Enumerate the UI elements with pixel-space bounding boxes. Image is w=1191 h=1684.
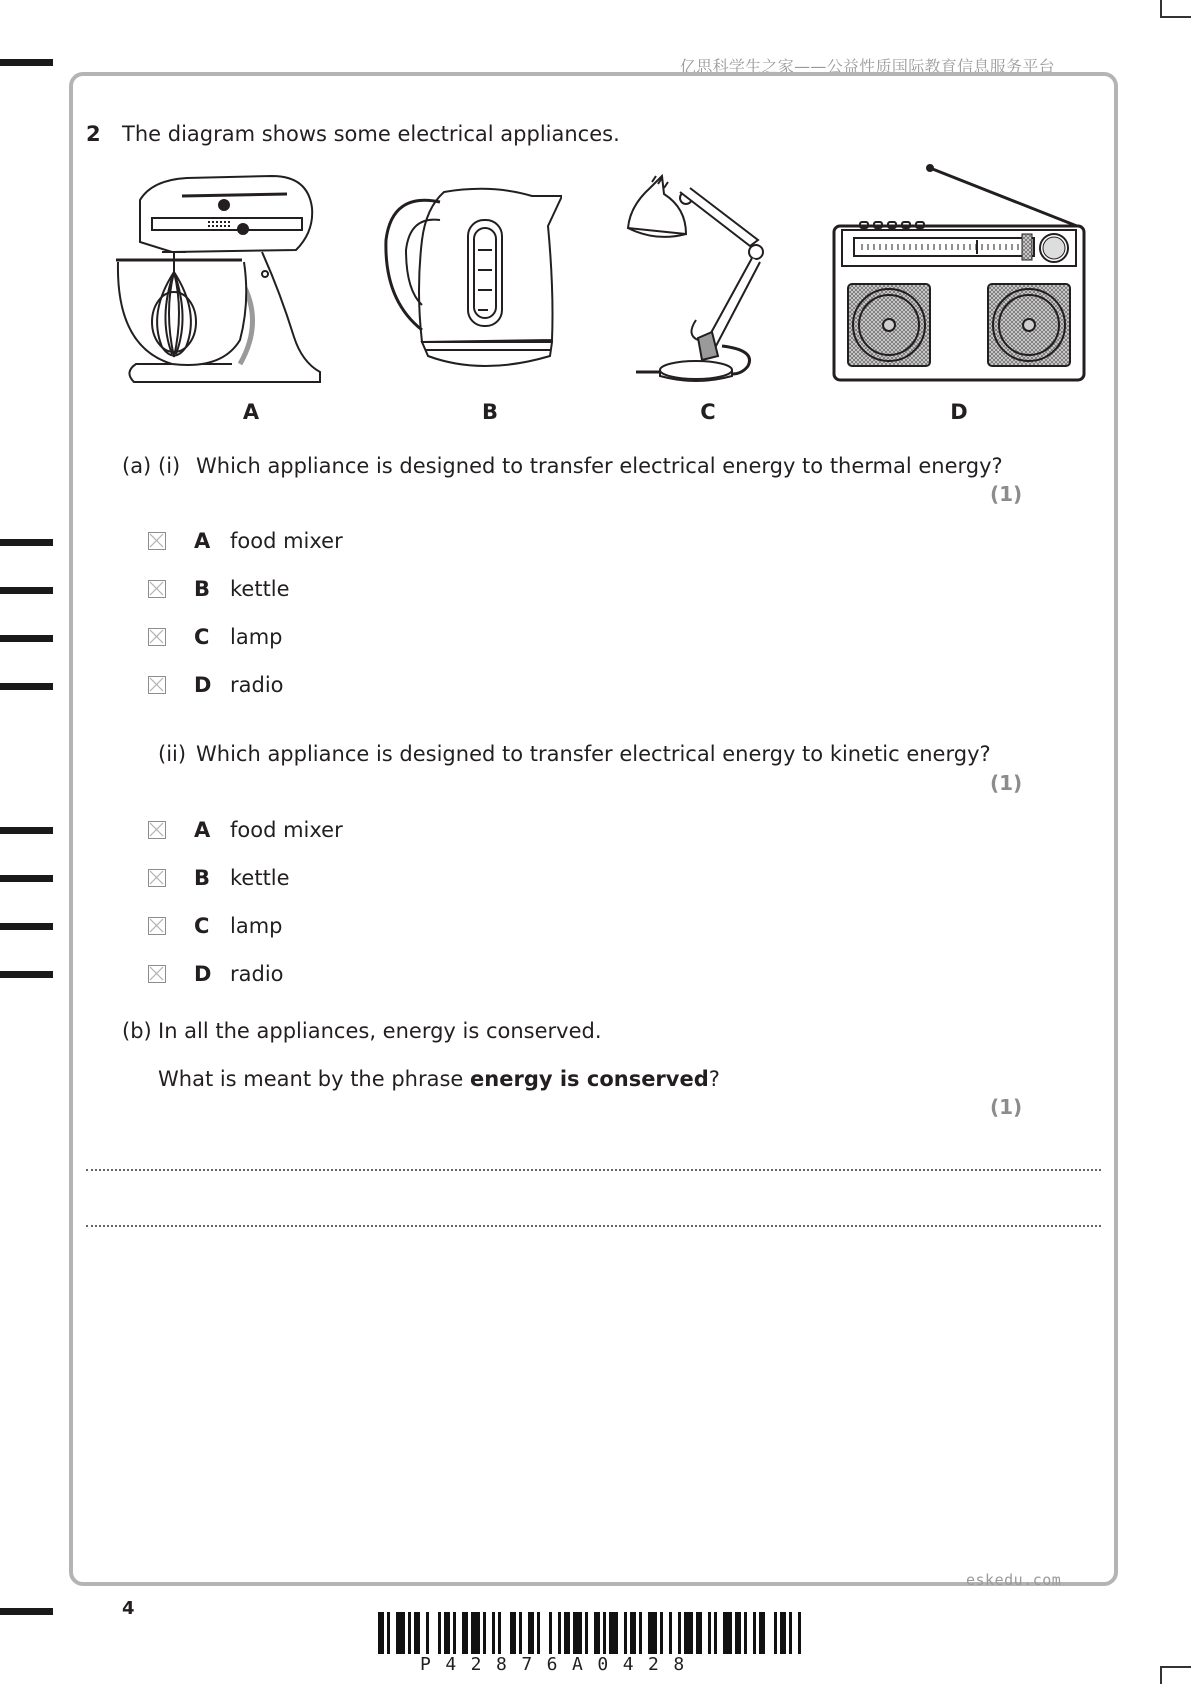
crop-mark-bottom-right-v [1160,1668,1162,1684]
desk-lamp-icon [626,170,776,385]
appliance-label-b: B [481,400,498,424]
option-letter: C [194,914,210,938]
margin-mark [0,683,53,690]
appliance-label-c: C [700,400,716,424]
margin-mark [0,827,53,834]
option-letter: D [194,962,212,986]
margin-mark [0,875,53,882]
option-text: radio [230,673,284,697]
part-a-ii-marks: (1) [990,771,1023,795]
option-letter: A [194,529,211,553]
answer-checkbox[interactable] [148,821,166,839]
radio-icon [832,162,1088,382]
part-b-question [158,1067,720,1091]
option-text: kettle [230,866,290,890]
option-text: lamp [230,625,283,649]
crop-mark-top-right-v [1160,0,1162,16]
part-a-i-label: (i) [158,454,181,478]
part-b-question-post: ? [708,1067,720,1091]
answer-line[interactable] [86,1225,1101,1227]
header-watermark: 亿思科学生之家——公益性质国际教育信息服务平台 [680,57,1055,76]
option-text: radio [230,962,284,986]
answer-checkbox[interactable] [148,869,166,887]
part-b-question-bold: energy is conserved [470,1067,709,1091]
answer-checkbox[interactable] [148,676,166,694]
option-a-i-a[interactable] [148,526,343,556]
option-a-ii-b[interactable] [148,863,290,893]
crop-mark-bottom-right-h [1160,1666,1191,1668]
crop-mark-top-right-h [1160,16,1191,18]
option-a-ii-c[interactable] [148,911,283,941]
margin-mark [0,1608,53,1615]
appliance-label-d: D [950,400,968,424]
option-a-ii-a[interactable] [148,815,343,845]
barcode [378,1612,810,1654]
question-text: The diagram shows some electrical appliances. [122,122,620,146]
part-a-label: (a) [122,454,152,478]
part-b-statement: In all the appliances, energy is conserved. [158,1019,602,1043]
answer-checkbox[interactable] [148,917,166,935]
part-b-question-pre: What is meant by the phrase [158,1067,471,1091]
option-text: kettle [230,577,290,601]
question-number: 2 [86,122,101,146]
margin-mark [0,587,53,594]
margin-mark [0,539,53,546]
answer-checkbox[interactable] [148,532,166,550]
option-text: food mixer [230,529,343,553]
answer-checkbox[interactable] [148,580,166,598]
option-letter: A [194,818,211,842]
option-letter: C [194,625,210,649]
part-a-ii-question: Which appliance is designed to transfer electrical energy to kinetic energy? [196,742,991,766]
option-a-i-d[interactable] [148,670,284,700]
margin-mark [0,59,53,66]
part-b-marks: (1) [990,1095,1023,1119]
part-b-label: (b) [122,1019,152,1043]
footer-watermark: eskedu.com [966,1571,1062,1589]
option-letter: D [194,673,212,697]
option-a-i-b[interactable] [148,574,290,604]
part-a-i-marks: (1) [990,482,1023,506]
answer-checkbox[interactable] [148,628,166,646]
page-number: 4 [122,1598,135,1619]
appliance-label-a: A [242,400,260,424]
option-text: food mixer [230,818,343,842]
option-letter: B [194,577,211,601]
part-a-ii-label: (ii) [158,742,187,766]
part-a-i-question: Which appliance is designed to transfer electrical energy to thermal energy? [196,454,1003,478]
kettle-icon [382,180,562,380]
option-a-ii-d[interactable] [148,959,284,989]
answer-line[interactable] [86,1169,1101,1171]
barcode-number: P42876A0428 [420,1654,699,1675]
option-letter: B [194,866,211,890]
answer-checkbox[interactable] [148,965,166,983]
margin-mark [0,635,53,642]
option-a-i-c[interactable] [148,622,283,652]
option-text: lamp [230,914,283,938]
margin-mark [0,971,53,978]
food-mixer-icon [112,172,327,387]
margin-mark [0,923,53,930]
